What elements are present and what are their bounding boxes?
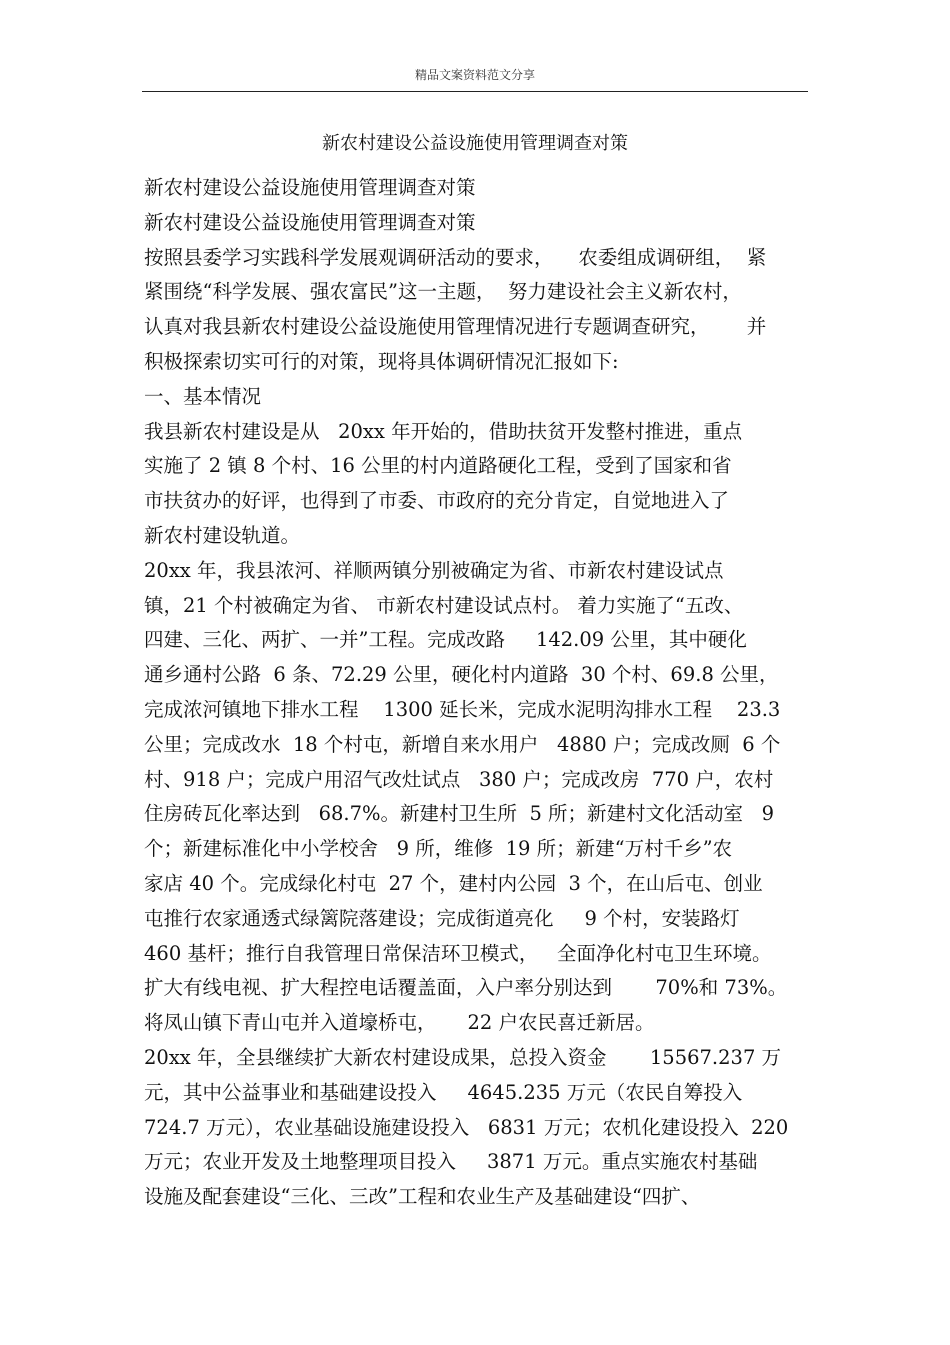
body-line: 公里；完成改水 18 个村屯，新增自来水用户 4880 户；完成改厕 6 个 bbox=[144, 732, 781, 756]
body-line: 认真对我县新农村建设公益设施使用管理情况进行专题调查研究， 并 bbox=[144, 315, 767, 339]
body-line: 通乡通村公路 6 条、72.29 公里，硬化村内道路 30 个村、69.8 公里， bbox=[144, 663, 779, 687]
body-line: 村、918 户；完成户用沼气改灶试点 380 户；完成改房 770 户，农村 bbox=[144, 767, 774, 791]
body-line: 设施及配套建设“三化、三改”工程和农业生产及基础建设“四扩、 bbox=[144, 1185, 701, 1209]
body-line: 积极探索切实可行的对策，现将具体调研情况汇报如下: bbox=[144, 349, 619, 373]
body-line: 按照县委学习实践科学发展观调研活动的要求， 农委组成调研组， 紧 bbox=[144, 245, 767, 269]
body-line: 完成浓河镇地下排水工程 1300 延长米，完成水泥明沟排水工程 23.3 bbox=[144, 697, 781, 721]
body-line: 紧围绕“科学发展、强农富民”这一主题， 努力建设社会主义新农村， bbox=[144, 280, 742, 304]
document-body bbox=[144, 171, 810, 1215]
body-line: 新农村建设轨道。 bbox=[144, 523, 301, 547]
body-line: 四建、三化、两扩、一并”工程。完成改路 142.09 公里，其中硬化 bbox=[144, 628, 747, 652]
body-line: 屯推行农家通透式绿篱院落建设；完成街道亮化 9 个村，安装路灯 bbox=[144, 906, 740, 930]
document-title: 新农村建设公益设施使用管理调查对策 bbox=[322, 133, 628, 154]
body-line: 724.7 万元），农业基础设施建设投入 6831 万元；农机化建设投入 220 bbox=[144, 1115, 789, 1139]
body-line: 家店 40 个。完成绿化村屯 27 个，建村内公园 3 个，在山后屯、创业 bbox=[144, 871, 763, 895]
body-line: 我县新农村建设是从 20xx 年开始的，借助扶贫开发整村推进，重点 bbox=[144, 419, 743, 443]
section-heading: 一、基本情况 bbox=[144, 384, 262, 408]
body-line: 20xx 年，我县浓河、祥顺两镇分别被确定为省、市新农村建设试点 bbox=[144, 558, 724, 582]
header-divider bbox=[142, 91, 808, 92]
body-line: 元，其中公益事业和基础建设投入 4645.235 万元（农民自筹投入 bbox=[144, 1080, 743, 1104]
body-line: 460 基杆；推行自我管理日常保洁环卫模式， 全面净化村屯卫生环境。 bbox=[144, 941, 772, 965]
body-line: 万元；农业开发及土地整理项目投入 3871 万元。重点实施农村基础 bbox=[144, 1150, 758, 1174]
body-line: 新农村建设公益设施使用管理调查对策 bbox=[144, 210, 476, 234]
body-line: 扩大有线电视、扩大程控电话覆盖面，入户率分别达到 70%和 73%。 bbox=[144, 976, 788, 1000]
body-line: 镇，21 个村被确定为省、 市新农村建设试点村。 着力实施了“五改、 bbox=[144, 593, 744, 617]
body-line: 20xx 年，全县继续扩大新农村建设成果，总投入资金 15567.237 万 bbox=[144, 1045, 782, 1069]
body-line: 市扶贫办的好评，也得到了市委、市政府的充分肯定，自觉地进入了 bbox=[144, 489, 730, 513]
body-line: 将凤山镇下青山屯并入道壕桥屯， 22 户农民喜迁新居。 bbox=[144, 1011, 655, 1035]
body-line: 住房砖瓦化率达到 68.7%。新建村卫生所 5 所；新建村文化活动室 9 bbox=[144, 802, 775, 826]
body-line: 个；新建标准化中小学校舍 9 所，维修 19 所；新建“万村千乡”农 bbox=[144, 837, 733, 861]
running-header: 精品文案资料范文分享 bbox=[414, 68, 535, 82]
body-line: 实施了 2 镇 8 个村、16 公里的村内道路硬化工程，受到了国家和省 bbox=[144, 454, 732, 478]
body-line: 新农村建设公益设施使用管理调查对策 bbox=[144, 176, 476, 199]
